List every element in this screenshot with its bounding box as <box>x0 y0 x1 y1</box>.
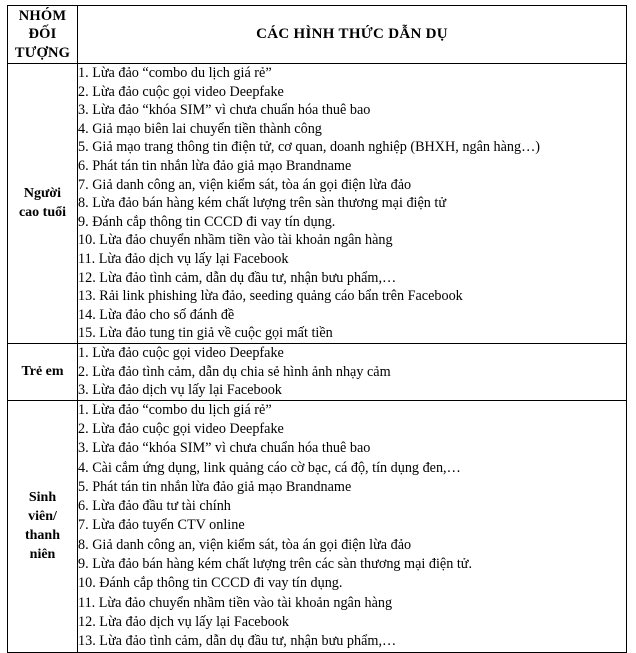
list-item: 12. Lừa đảo dịch vụ lấy lại Facebook <box>78 613 289 630</box>
list-item: 13. Rải link phishing lừa đảo, seeding quảng cáo bẩn trên Facebook <box>78 288 463 305</box>
methods-list <box>78 401 626 652</box>
list-item: 9. Đánh cắp thông tin CCCD đi vay tín dụng. <box>78 213 336 230</box>
list-item: 6. Phát tán tin nhắn lừa đảo giả mạo Brandname <box>78 157 352 174</box>
list-item: 6. Lừa đảo đầu tư tài chính <box>78 498 231 515</box>
list-item: 5. Phát tán tin nhắn lừa đảo giả mạo Brandname <box>78 478 352 495</box>
list-item: 4. Cài cắm ứng dụng, link quảng cáo cờ bạc, cá độ, tín dụng đen,… <box>78 459 461 476</box>
list-item: 3. Lừa đảo “khóa SIM” vì chưa chuẩn hóa thuê bao <box>78 102 371 119</box>
list-item: 9. Lừa đảo bán hàng kém chất lượng trên các sàn thương mại điện tử. <box>78 556 473 573</box>
table-header <box>8 6 627 64</box>
list-item: 1. Lừa đảo cuộc gọi video Deepfake <box>78 344 284 361</box>
scam-methods-table <box>7 5 627 653</box>
group-label-line-1: Trẻ em <box>21 364 64 380</box>
list-item: 15. Lừa đảo tung tin giả về cuộc gọi mất tiền <box>78 325 333 342</box>
list-item: 1. Lừa đảo “combo du lịch giá rẻ” <box>78 65 272 81</box>
header-cell-methods: CÁC HÌNH THỨC DẪN DỤ <box>78 6 627 64</box>
header-group-line-1: NHÓM <box>18 7 67 24</box>
methods-cell-children <box>78 343 627 400</box>
group-label-elderly <box>8 64 78 344</box>
group-label-line-2: viên/ <box>28 509 57 525</box>
list-item: 12. Lừa đảo tình cảm, dẫn dụ đầu tư, nhận bưu phẩm,… <box>78 269 397 286</box>
group-label-line-3: thanh <box>24 528 61 544</box>
group-label-line-4: niên <box>29 547 56 563</box>
methods-list <box>78 64 626 343</box>
list-item: 3. Lừa đảo dịch vụ lấy lại Facebook <box>78 382 282 399</box>
list-item: 4. Giả mạo biên lai chuyển tiền thành công <box>78 120 322 137</box>
list-item: 8. Giả danh công an, viện kiểm sát, tòa án gọi điện lừa đảo <box>78 536 412 553</box>
list-item: 7. Giả danh công an, viện kiểm sát, tòa án gọi điện lừa đảo <box>78 176 412 193</box>
list-item: 11. Lừa đảo dịch vụ lấy lại Facebook <box>78 250 289 267</box>
table-header-row <box>8 6 627 64</box>
header-group-line-3: TƯỢNG <box>14 44 71 61</box>
methods-list <box>78 344 626 400</box>
group-label-students-youth <box>8 400 78 652</box>
list-item: 14. Lừa đảo cho số đánh đề <box>78 306 235 323</box>
list-item: 11. Lừa đảo chuyển nhầm tiền vào tài khoản ngân hàng <box>78 594 393 611</box>
header-cell-target-group <box>8 6 78 64</box>
group-label-line-2: cao tuổi <box>18 205 67 221</box>
list-item: 7. Lừa đảo tuyển CTV online <box>78 517 245 534</box>
group-label-children <box>8 343 78 400</box>
list-item: 8. Lừa đảo bán hàng kém chất lượng trên sàn thương mại điện tử <box>78 195 447 212</box>
group-label-line-1: Sinh <box>28 490 57 506</box>
list-item: 5. Giả mạo trang thông tin điện tử, cơ quan, doanh nghiệp (BHXH, ngân hàng…) <box>78 139 541 156</box>
table-row <box>8 400 627 652</box>
table-row <box>8 64 627 344</box>
methods-cell-elderly <box>78 64 627 344</box>
header-group-line-2: ĐỐI <box>28 26 57 43</box>
list-item: 3. Lừa đảo “khóa SIM” vì chưa chuẩn hóa thuê bao <box>78 440 371 457</box>
list-item: 13. Lừa đảo tình cảm, dẫn dụ đầu tư, nhận bưu phẩm,… <box>78 633 397 650</box>
table-row <box>8 343 627 400</box>
list-item: 2. Lừa đảo cuộc gọi video Deepfake <box>78 83 284 100</box>
list-item: 1. Lừa đảo “combo du lịch giá rẻ” <box>78 401 272 418</box>
list-item: 10. Đánh cắp thông tin CCCD đi vay tín dụng. <box>78 575 343 592</box>
methods-cell-students-youth <box>78 400 627 652</box>
list-item: 10. Lừa đảo chuyển nhầm tiền vào tài khoản ngân hàng <box>78 232 393 249</box>
list-item: 2. Lừa đảo tình cảm, dẫn dụ chia sẻ hình ảnh nhạy cảm <box>78 363 391 380</box>
table-body <box>8 64 627 653</box>
group-label-line-1: Người <box>23 186 62 202</box>
list-item: 2. Lừa đảo cuộc gọi video Deepfake <box>78 420 284 437</box>
